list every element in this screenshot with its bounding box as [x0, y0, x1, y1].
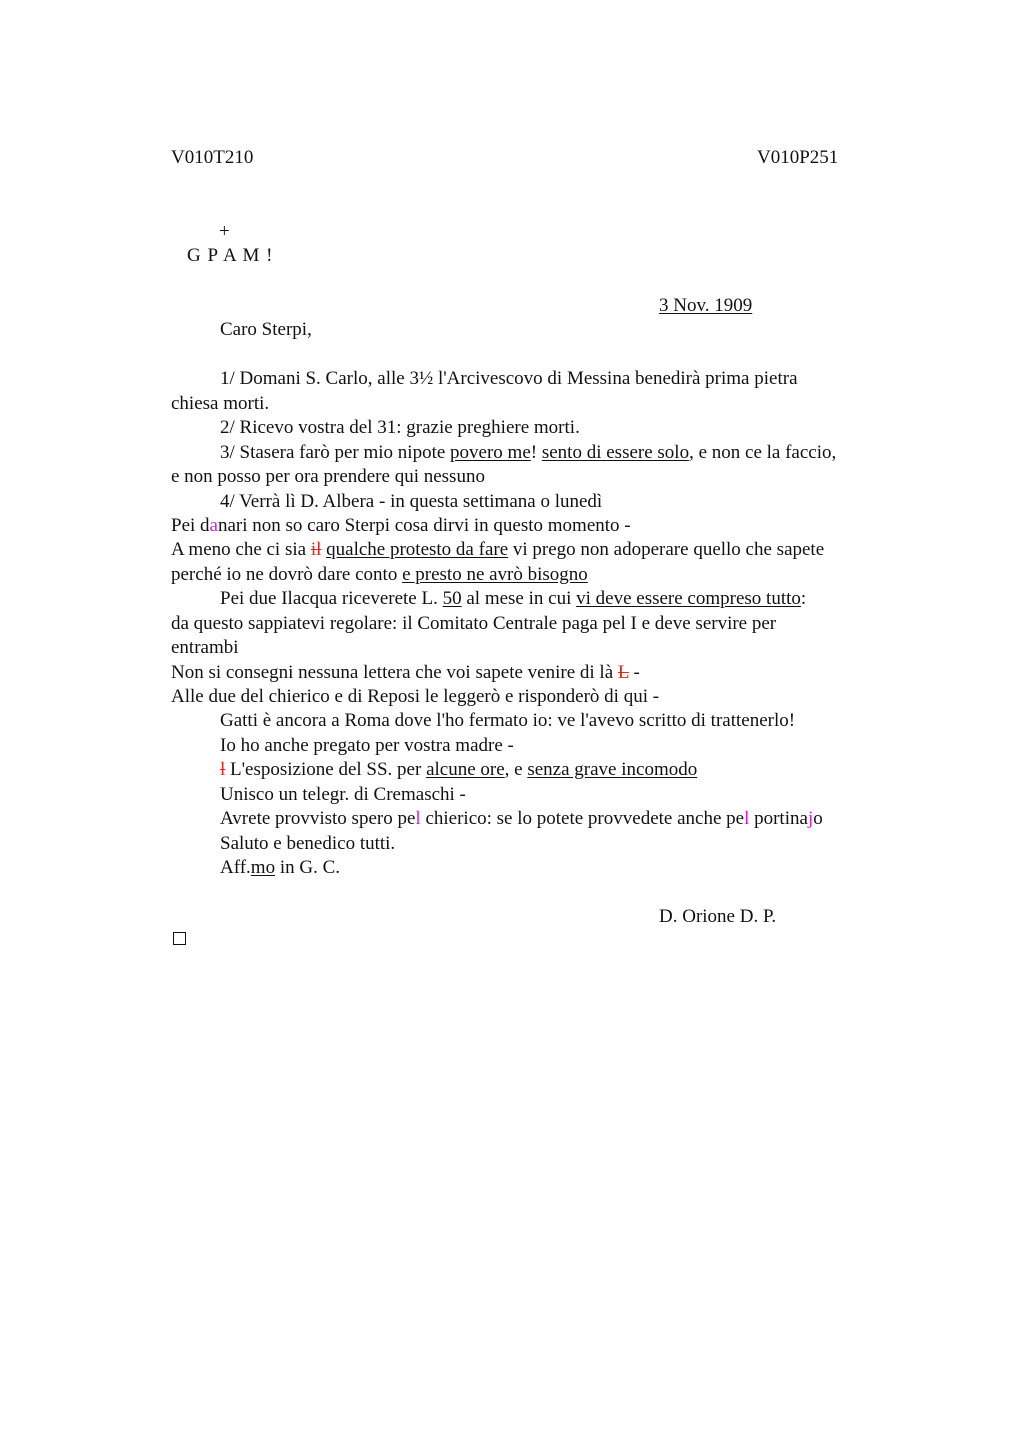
- paragraph-2: 2/ Ricevo vostra del 31: grazie preghiere morti.: [220, 417, 580, 438]
- salutation: Caro Sterpi,: [220, 319, 312, 340]
- deletion-mark: l: [220, 759, 226, 780]
- text-line: da questo sappiatevi regolare: il Comitato Centrale paga pel I e deve servire per: [171, 613, 777, 634]
- paragraph-1-line-1: 1/ Domani S. Carlo, alle 3½ l'Arcivescovo di Messina benedirà prima pietra: [220, 368, 798, 389]
- document-code-left: V010T210: [171, 147, 254, 168]
- text-line: Avrete provvisto spero pel chierico: se lo potete provvedete anche pel portinajo: [220, 808, 823, 829]
- paragraph-1-line-2: chiesa morti.: [171, 393, 270, 414]
- paragraph-3-line-1: 3/ Stasera farò per mio nipote povero me! sento di essere solo, e non ce la faccio,: [220, 442, 837, 463]
- text-line: Unisco un telegr. di Cremaschi -: [220, 784, 466, 805]
- insertion-mark: a: [209, 515, 218, 536]
- text-line: entrambi: [171, 637, 239, 658]
- text-line: l L'esposizione del SS. per alcune ore, e senza grave incomodo: [220, 759, 698, 780]
- end-of-page-square-icon: [173, 932, 186, 945]
- deletion-mark: il: [310, 539, 322, 560]
- paragraph-3-line-2: e non posso per ora prendere qui nessuno: [171, 466, 485, 487]
- gpam-invocation: G P A M !: [187, 245, 274, 266]
- deletion-mark: L: [617, 662, 629, 683]
- text-line: Non si consegni nessuna lettera che voi sapete venire di là L -: [171, 662, 640, 683]
- closing-greeting: Saluto e benedico tutti.: [220, 833, 396, 854]
- insertion-mark: l: [744, 808, 750, 829]
- text-line: Alle due del chierico e di Reposi le leggerò e risponderò di qui -: [171, 686, 660, 707]
- text-line: A meno che ci sia il qualche protesto da fare vi prego non adoperare quello che sapete: [171, 539, 825, 560]
- insertion-mark: l: [415, 808, 421, 829]
- text-line: Pei due Ilacqua riceverete L. 50 al mese in cui vi deve essere compreso tutto:: [220, 588, 807, 609]
- text-line: perché io ne dovrò dare conto e presto ne avrò bisogno: [171, 564, 588, 585]
- document-code-right: V010P251: [757, 147, 839, 168]
- paragraph-4: 4/ Verrà lì D. Albera - in questa settimana o lunedì: [220, 491, 603, 512]
- text-line: Io ho anche pregato per vostra madre -: [220, 735, 514, 756]
- text-line: Pei danari non so caro Sterpi cosa dirvi in questo momento -: [171, 515, 631, 536]
- signature: D. Orione D. P.: [659, 906, 777, 927]
- closing-formula: Aff.mo in G. C.: [220, 857, 341, 878]
- insertion-mark: j: [807, 808, 814, 829]
- cross-mark: +: [219, 221, 230, 242]
- letter-date: 3 Nov. 1909: [659, 295, 753, 316]
- text-line: Gatti è ancora a Roma dove l'ho fermato io: ve l'avevo scritto di trattenerlo!: [220, 710, 796, 731]
